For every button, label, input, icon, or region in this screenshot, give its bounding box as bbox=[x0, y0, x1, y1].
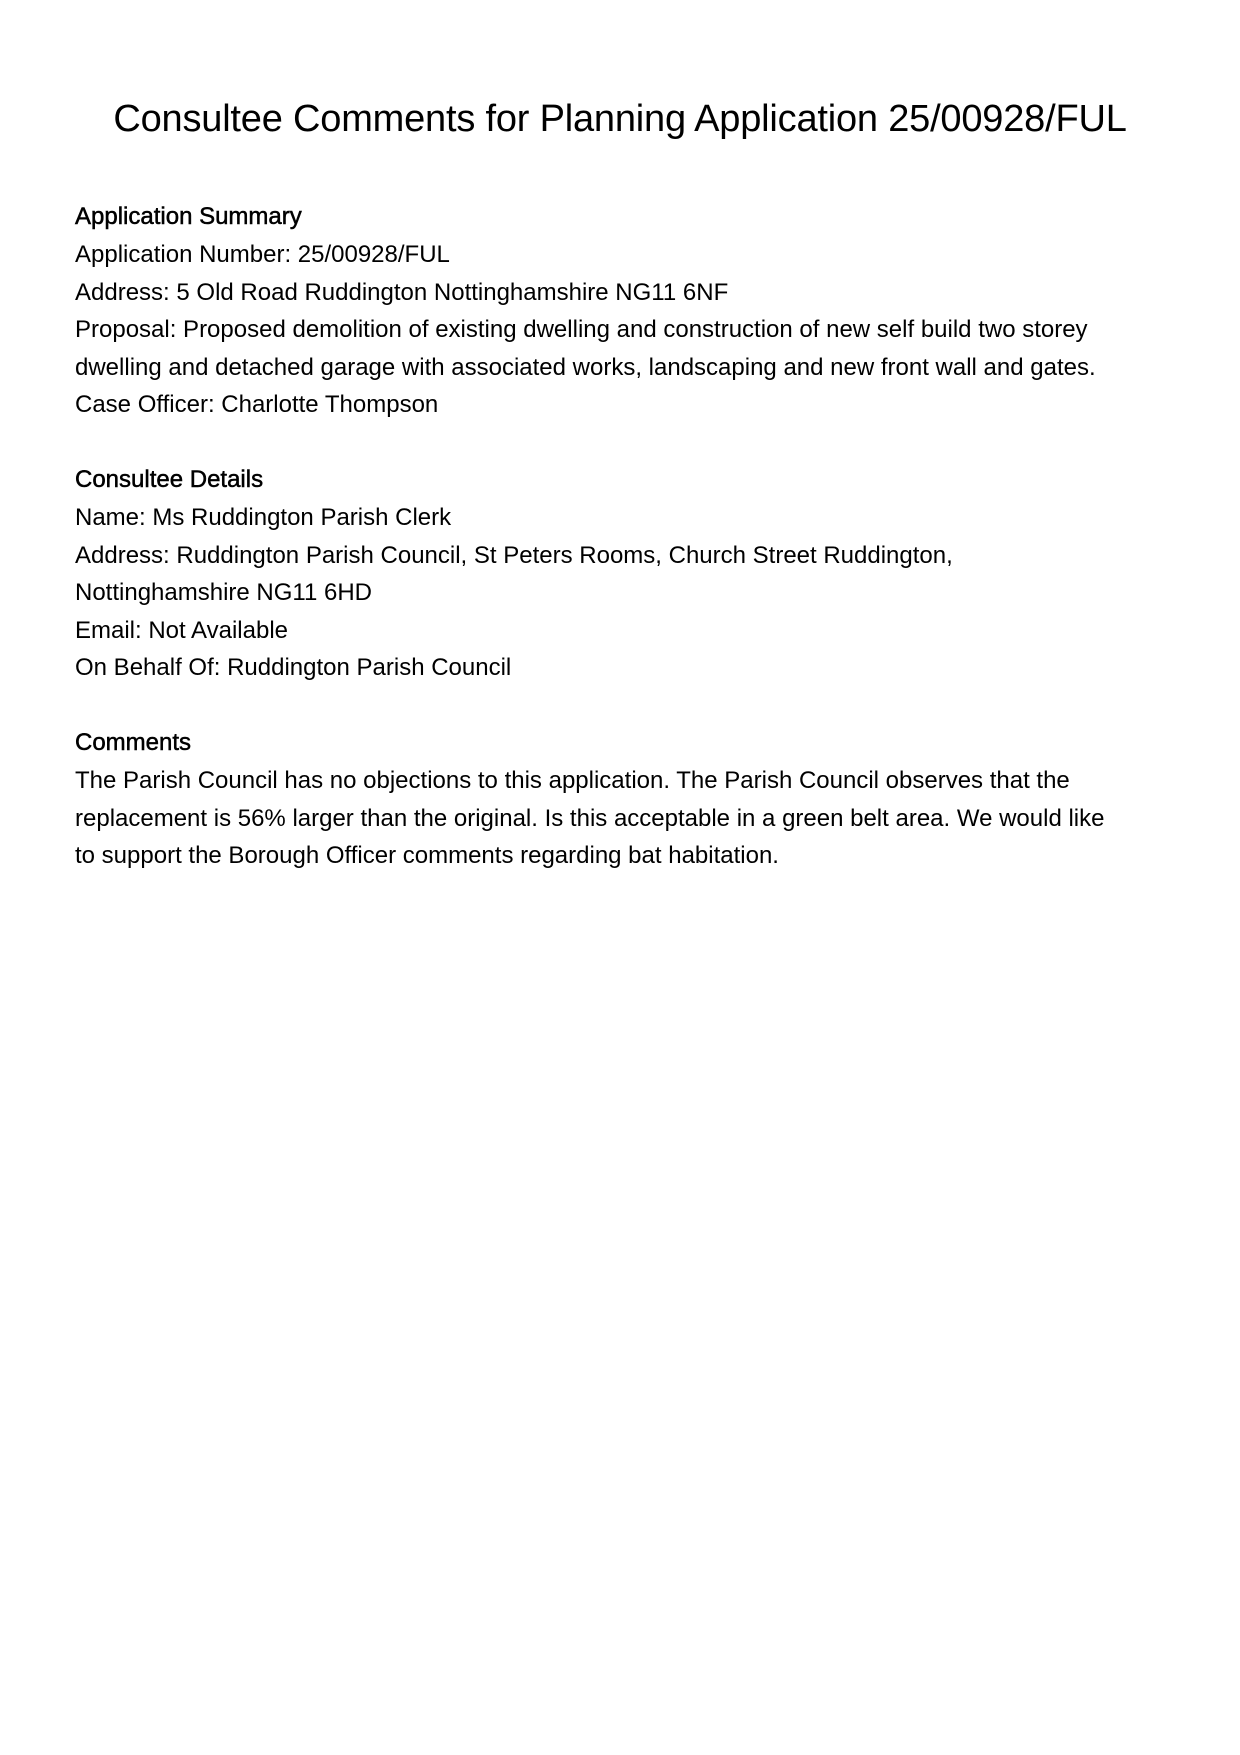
case-officer: Case Officer: Charlotte Thompson bbox=[75, 391, 439, 418]
proposal-line-2: dwelling and detached garage with associated works, landscaping and new front wall and gates. bbox=[75, 353, 1096, 381]
consultee-on-behalf-of: On Behalf Of: Ruddington Parish Council bbox=[75, 654, 512, 681]
application-address: Address: 5 Old Road Ruddington Nottinghamshire NG11 6NF bbox=[75, 278, 729, 306]
consultee-details-section bbox=[75, 461, 1175, 687]
consultee-email: Email: Not Available bbox=[75, 616, 288, 644]
proposal-line-1: Proposal: Proposed demolition of existing dwelling and construction of new self build two storey bbox=[75, 316, 1088, 343]
application-number: Application Number: 25/00928/FUL bbox=[75, 241, 450, 268]
comments-heading: Comments bbox=[75, 729, 192, 756]
consultee-address-line-2: Nottinghamshire NG11 6HD bbox=[75, 579, 373, 606]
comment-line-1: The Parish Council has no objections to this application. The Parish Council observes that the bbox=[75, 767, 1070, 794]
application-summary-section bbox=[75, 198, 1175, 424]
comments-section bbox=[75, 724, 1175, 875]
comment-line-2: replacement is 56% larger than the original. Is this acceptable in a green belt area. We would like bbox=[75, 804, 1105, 832]
application-summary-heading: Application Summary bbox=[75, 203, 302, 230]
consultee-name: Name: Ms Ruddington Parish Clerk bbox=[75, 504, 452, 531]
page-title: Consultee Comments for Planning Application 25/00928/FUL bbox=[113, 98, 1127, 140]
consultee-address-line-1: Address: Ruddington Parish Council, St Peters Rooms, Church Street Ruddington, bbox=[75, 541, 953, 569]
comment-line-3: to support the Borough Officer comments regarding bat habitation. bbox=[75, 842, 779, 869]
consultee-details-heading: Consultee Details bbox=[75, 466, 264, 493]
